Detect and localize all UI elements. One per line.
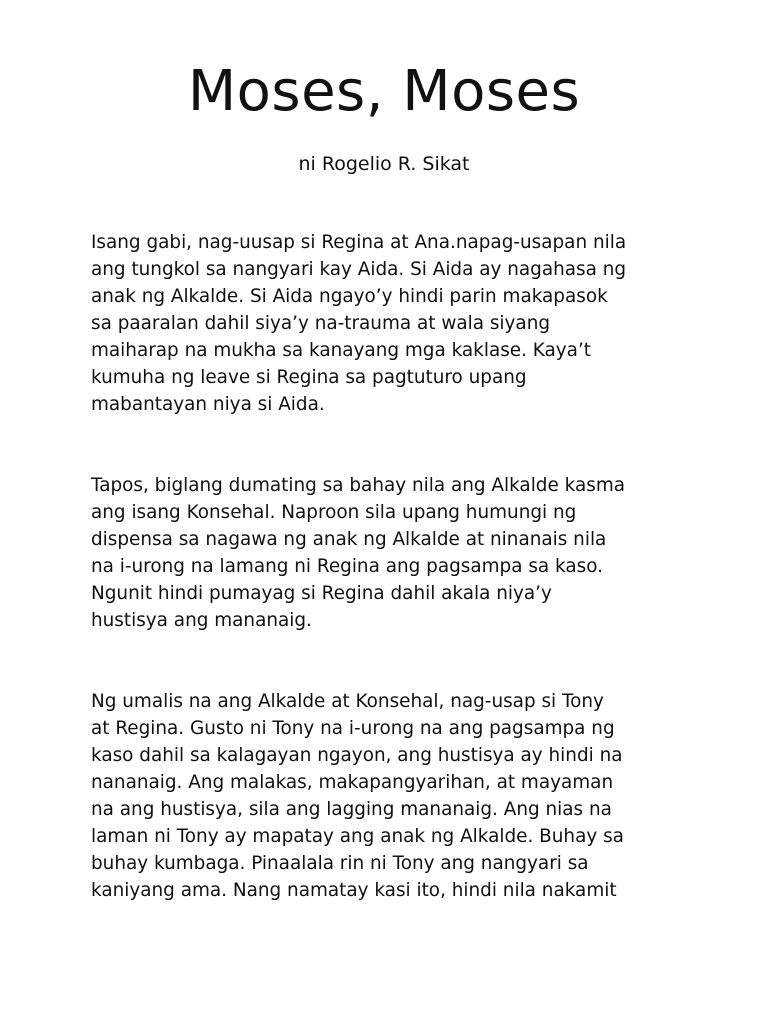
paragraph-3 (91, 688, 691, 904)
text-line: ang tungkol sa nangyari kay Aida. Si Aida ay nagahasa ng (91, 259, 627, 280)
text-line: kaniyang ama. Nang namatay kasi ito, hindi nila nakamit (91, 880, 617, 901)
text-line: Ngunit hindi pumayag si Regina dahil akala niya’y (91, 583, 552, 604)
text-line: Ng umalis na ang Alkalde at Konsehal, nag-usap si Tony (91, 691, 604, 712)
text-line: anak ng Alkalde. Si Aida ngayo’y hindi parin makapasok (91, 286, 608, 307)
text-line: kumuha ng leave si Regina sa pagtuturo upang (91, 367, 527, 388)
document-body (91, 229, 691, 904)
document-title: Moses, Moses (187, 59, 581, 124)
text-line: mabantayan niya si Aida. (91, 394, 325, 415)
text-line: Tapos, biglang dumating sa bahay nila ang Alkalde kasma (91, 475, 625, 496)
paragraph-1 (91, 229, 691, 418)
text-line: na ang hustisya, sila ang lagging mananaig. Ang nias na (91, 799, 612, 820)
text-line: laman ni Tony ay mapatay ang anak ng Alkalde. Buhay sa (91, 826, 624, 847)
paragraph-2 (91, 472, 691, 634)
text-line: na i-urong na lamang ni Regina ang pagsampa sa kaso. (91, 556, 603, 577)
text-line: buhay kumbaga. Pinaalala rin ni Tony ang nangyari sa (91, 853, 589, 874)
text-line: sa paaralan dahil siya’y na-trauma at wala siyang (91, 313, 551, 334)
text-line: nananaig. Ang malakas, makapangyarihan, at mayaman (91, 772, 614, 793)
text-line: kaso dahil sa kalagayan ngayon, ang hustisya ay hindi na (91, 745, 623, 766)
text-line: ang isang Konsehal. Naproon sila upang humungi ng (91, 502, 577, 523)
text-line: maiharap na mukha sa kanayang mga kaklase. Kaya’t (91, 340, 592, 361)
text-line: Isang gabi, nag-uusap si Regina at Ana.napag-usapan nila (91, 232, 627, 253)
text-line: dispensa sa nagawa ng anak ng Alkalde at ninanais nila (91, 529, 607, 550)
text-line: hustisya ang mananaig. (91, 610, 312, 631)
document-author: ni Rogelio R. Sikat (298, 153, 470, 175)
text-line: at Regina. Gusto ni Tony na i-urong na ang pagsampa ng (91, 718, 615, 739)
